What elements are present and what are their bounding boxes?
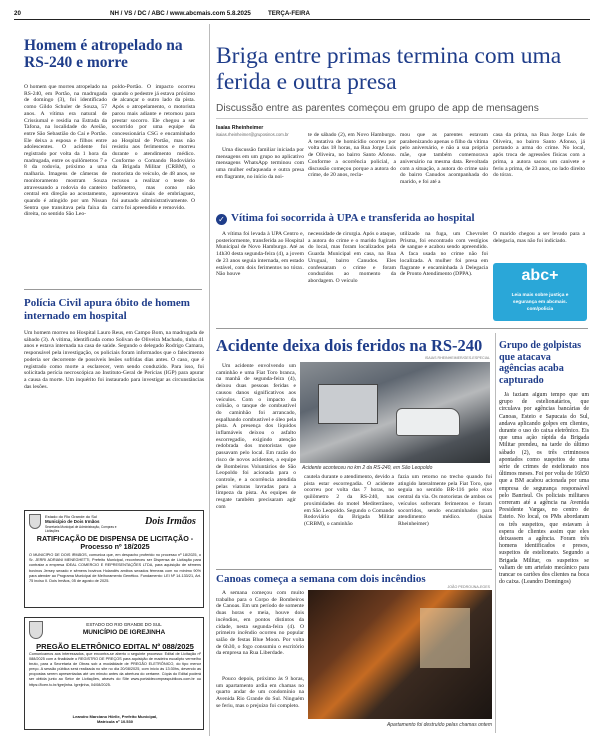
ad2-title: PREGÃO ELETRÔNICO EDITAL Nº 088/2025 (36, 642, 194, 651)
lead-col3: mou que as parentes estavam parabenizando apenas o filho da vítima pelo aniversário, e não a sua própria mãe, que também comemorava aniversário na mesma data. Revoltada com a situação, a autora do crime saiu do bairro Canudos acompanhada do marido, e foi até a (400, 132, 488, 185)
coat-of-arms-icon (29, 514, 41, 529)
truck-shape (318, 384, 378, 424)
accident-col3: fazia um retorno no trecho quando foi atingido lateralmente pela Fiat Toro, que seguia no sentido BR-116 pelo eixo central da via. Os motoristas de ambos os veículos sofreram ferimentos e foram socorridos, sendo encaminhados para atendimento médico. (Isaías Rheinheimer) (398, 474, 492, 527)
check-circle-icon: ✓ (216, 214, 227, 225)
ad1-municipality: Município de Dois Irmãos (45, 519, 100, 524)
accident-photo (300, 362, 490, 463)
weekday: TERÇA-FEIRA (268, 10, 310, 17)
lead-byline: Isaías Rheinheimer (216, 125, 264, 131)
ad2-signature: Leandro Marciano Hörlle, Prefeito Municipal, Matrícula nº 10.530 (72, 714, 158, 725)
lead-sub-col4: O marido chegou a ser levado para a delegacia, mas não foi indiciado. (493, 231, 585, 244)
lead-subsection-headline: Vítima foi socorrida à UPA e transferida ao hospital (231, 212, 475, 224)
lead-col4: casa da prima, na Rua Jorge Luis de Oliveira, no bairro Santo Afonso, já portando a arma do crime. No local, após troca de agressões físicas com a prima, a autora sacou um canivete e feriu a prima, de 23 anos, no lado direito do tórax. (493, 132, 585, 179)
story1-rule (24, 289, 202, 290)
masthead: NH / VS / DC / ABC / www.abcmais.com 5.8.2025 (110, 10, 251, 17)
ad2-municipality: MUNICÍPIO DE IGREJINHA (82, 629, 166, 636)
column-divider (209, 24, 210, 736)
story1-headline: Homem é atropelado na RS-240 e morre (24, 37, 183, 71)
ad2-state: ESTADO DO RIO GRANDE DO SUL (86, 622, 162, 627)
accident-bottom-rule (216, 569, 492, 570)
abc-plus-promo[interactable] (493, 263, 587, 321)
story1-col1: O homem que morreu atropelado na RS-240, em Portão, na madrugada de domingo (3), foi identificado como Gildo Schuler de Souza, 57 anos. A vítima era natural de Crissiumal e residia na Estrada da Tafona, na localidade do Areião, entre São Sebastião do Caí e Portão. Ele deixa a esposa e filhos entre adolescentes. O acidente foi registrado por volta da 1 hora da madrugada, entre os quilômetros 7 e 8 da rodovia, próximo a uma malharia. Imagens de câmeras de monitoramento mostram Souza atravessando a rodovia do canteiro central em direção ao acostamento, quando é atingido por um Nissan Sentra que transitava pela faixa da direita, no sentido São Leo- (24, 84, 107, 218)
lead-email[interactable]: isaias.rheinheimer@gruposinos.com.br (216, 132, 289, 137)
abc-plus-line3: com/policia (526, 307, 554, 312)
ad-igrejinha (24, 617, 204, 730)
page-number: 20 (14, 10, 21, 17)
ad-dois-irmaos (24, 510, 204, 608)
lead-headline: Briga entre primas termina com uma ferida e outra presa (216, 43, 562, 95)
accident-col1: Um acidente envolvendo um caminhão e uma Fiat Toro branca, na manhã de segunda-feira (4), deixou duas pessoas feridas e causou danos significativos aos veículos. Com o impacto da colisão, o tanque de combustível do caminhão foi arrancado, espalhando combustível e óleo pela pista. A presença dos líquidos inflamáveis deixou o asfalto escorregadio, exigindo atenção redobrada dos motoristas que passavam pelo local. Em razão do risco de novos acidentes, a equipe de Bombeiros Voluntários de São Leopoldo foi acionada para o controle, e a ocorrência atendida pelas viaturas lavradas para a limpeza da pista. As equipes de resgate também precisaram agir com (216, 363, 296, 510)
abc-plus-line1: Leia mais sobre justiça e (511, 293, 569, 298)
fires-photo (308, 590, 492, 719)
accident-col2: cautela durante o atendimento, devido a pista estar escorregadia. O acidente ocorreu por volta das 7 horas, no quilômetro 2 da RS-240, nas proximidades do motel Mediterrâneo, em São Leopoldo. Segundo o Comando Rodoviário da Brigada Militar (CRBM), o caminhão (304, 474, 394, 527)
lead-sub-col3: utilizado na fuga, um Chevrolet Prisma, foi encontrado com vestígios de sangue e acabou sendo apreendido. A faca usada no crime não foi localizada. A mulher foi presa em flagrante e encaminhada à Delegacia de Pronto Atendimento (DPPA). (400, 231, 488, 278)
abc-plus-logo: abc+ (521, 267, 559, 284)
ad1-body: O MUNICÍPIO DE DOIS IRMÃOS, comunica que, em despacho proferido no processo nº 18/2025, o Sr. JERRI ADRIANI MENEGHETTI, Prefeito Municipal, reconheceu ser Dispensa de Licitação para contratar a empresa IDEAL COMERCIO E REPRESENTAÇÕES LTDA, para aquisição de sêmens bovinos Jersey sexado e sêmens bovinos Holandês amibos sexados férmeas com no mínimo 90% para atender ao Programa Municipal de Melhoramento Genético. Fundamento: LEI Nº 14.133/21, Art. 75 inciso II. Dois Irmãos, 05 de agosto de 2025. (29, 553, 201, 584)
coat-of-arms-icon (29, 621, 43, 639)
sidebar-body: Já faziam algum tempo que um grupo de estelionatários, que circulava por agências bancárias de Canoas, Esteio e Sapucaia do Sul, andava aplicando golpes em clientes, durante o uso do caixa eletrônico. Eis que uma ação rápida da Brigada Militar prendeu, na tarde do último sábado (2), os três criminosos apontados como suspeitos de uma série de crimes de estelionato nos últimos meses. Foi por volta de 16h50 que a BM acabou acionada por uma empresa de segurança responsável pelo Banrisul. Os policiais militares correram até a agência na Avenida Presidente Vargas, no centro de Esteio. No local, os PMs abordaram os três suspeitos, que estavam à espera de clientes assim que eles deixassem a agência. Foram três homens identificados e presos, suspeitos de estelionato. Segundo a Brigada Militar, os suspeitos se valiam de um artefato mecânico para trancar os cartões dos clientes na boca do caixa. (Leandro Domingos) (499, 392, 589, 586)
sidebar-headline: Grupo de golpistas que atacava agências acaba capturado (499, 340, 582, 386)
story1-col2: poldo-Portão. O impacto ocorreu quando o pedestre já estava próximo de alcançar o outro lado da pista. Após o atropelamento, o motorista parou mais adiante e retornou para prestar socorro. Ele chegou a ser socorrido por uma equipe da concessionária CSG e encaminhado ao Hospital de Portão, mas não resistiu aos ferimentos e morreu durante o atendimento médico. Conforme o Comando Rodoviário da Brigada Militar (CRBM), o motorista do veículo, de 48 anos, se recusou a realizar o teste do bafômetro, mas como não apresentava sinais de embriaguez, foi autuado administrativamente. O carro foi apreendido e removido. (112, 84, 195, 211)
lead-subhead: Discussão entre as parentes começou em grupo de app de mensagens (216, 103, 539, 114)
fires-headline: Canoas começa a semana com dois incêndios (216, 573, 426, 585)
lead-col1: Uma discussão familiar iniciada por mensagens em um grupo no aplicativo mensagens WhatsApp terminou com uma mulher esfaqueada e outra presa em flagrante, no início da noi- (216, 147, 304, 180)
ad1-state: Estado do Rio Grande do Sul (45, 514, 98, 519)
car-shape (396, 408, 460, 436)
story2-body: Um homem morreu no Hospital Lauro Reus, em Campo Bom, na madrugada de sábado (3). A vítima, identificada como Solivan de Oliveira Machado, tinha 41 anos e estava internada na casa de saúde. Segundo o delegado Rodrigo Camara, responsável pela investigação, os policiais foram informados que o falecimento poderia ser decorrente de possíveis lesões sofridas dias antes. O caso, que é registrado como morte a esclarecer, vem sendo conduzido. Para isso, foi solicitada perícia necroscópica ao Instituto-Geral de Perícias (IGP) para apurar a causa da morte. Um inquérito foi instaurado para investigar as circunstâncias das lesões. (24, 330, 204, 390)
lead-sub-col1: A vítima foi levada à UPA Centro e, posteriormente, transferida ao Hospital Municipal de Novo Hamburgo. Até as 14h30 desta segunda-feira (4), a jovem de 23 anos seguia internada, em estado estável, com dois ferimentos no tórax. Não houve (216, 231, 304, 278)
lead-col2: te de sábado (2), em Novo Hamburgo. A tentativa de homicídio ocorreu por volta das 18 horas, na Rua Jorge Luis de Oliveira, no bairro Santo Afonso. Conforme a ocorrência policial, a discussão começou porque a autora do crime, de 20 anos, recla- (308, 132, 396, 179)
fires-photo-credit: JOÃO PEDRO/JNA-EGES (447, 585, 490, 589)
lead-subhead-rule (216, 118, 588, 119)
fires-caption: Apartamento foi destruído pelas chamas ontem (386, 722, 492, 728)
ad1-title: RATIFICAÇÃO DE DISPENSA DE LICITAÇÃO - Processo nº 18/2025 (36, 534, 194, 551)
lead-sub-col2: necessidade de cirurgia. Após o ataque, a autora do crime e o marido fugiram do local, mas foram localizados pela Guarda Municipal em casa, na Rua Uruguai, bairro Canudos. Eles confessaram o crime e foram conduzidos ao momento da abordagem. O veículo (308, 231, 396, 284)
accident-caption: Acidente aconteceu no km 2 da RS-240, em São Leopoldo (302, 465, 433, 471)
ad2-body: Comunicamos aos interessados, que encontra-se aberto o seguinte processo: Edital de Licitação nº 088/2025 com a finalidade o REGISTRO DE PREÇOS para aquisição de madeira eucalipto vermelho bruto, para a Secretaria de Obras sob a modalidade de PREGÃO ELETRÔNICO, do tipo menor preço. A sessão pública será realizada no site no dia 20/08/2025, com início às 13:30hs, devendo as propostas serem apresentadas até um minuto antes da abertura do certame. Cópia do Edital poderá ser obtida junto ao Setor de Licitações, através do Site www.portaldecompraspublicos.com.br ou https://licen.tc.br/igrejinha. Igrejinha, 04/08/2025. (29, 652, 201, 687)
window-shape (420, 608, 470, 668)
ad1-secretary: Secretaria Municipal de Administração, Compras e Licitações (45, 525, 117, 533)
page-header (14, 7, 590, 19)
abc-plus-line2: segurança em abcmais. (512, 300, 568, 305)
accident-headline: Acidente deixa dois feridos na RS-240 (216, 336, 483, 355)
dois-irmaos-logo: Dois Irmãos (145, 516, 196, 527)
sidebar-divider (495, 333, 496, 733)
lead-bottom-rule (216, 328, 588, 329)
header-rule (14, 19, 590, 20)
accident-photo-credit: ISAIAS RHEINHEIMER/GES-ESPECIAL (424, 356, 490, 360)
story2-headline: Polícia Civil apura óbito de homem internado em hospital (24, 297, 190, 322)
fires-col2: Pouco depois, próximo às 9 horas, um apartamento ardia em chamas no quarto andar de um condomínio na Avenida Rio Grande do Sul. Ninguém se feriu, mas o prejuízo foi completo. (216, 676, 304, 709)
fires-col1: A semana começou com muito trabalho para o Corpo de Bombeiros de Canoas. Em um período de somente duas horas e meia, houve dois incêndios, em pontos distintos da cidade, nesta segunda-feira (4). O primeiro incêndio ocorreu no popular salão de festas Blue Moon. Por volta de 6h30, o fogo consumiu o escritório da empresa na Rua Liberdade. (216, 590, 304, 657)
